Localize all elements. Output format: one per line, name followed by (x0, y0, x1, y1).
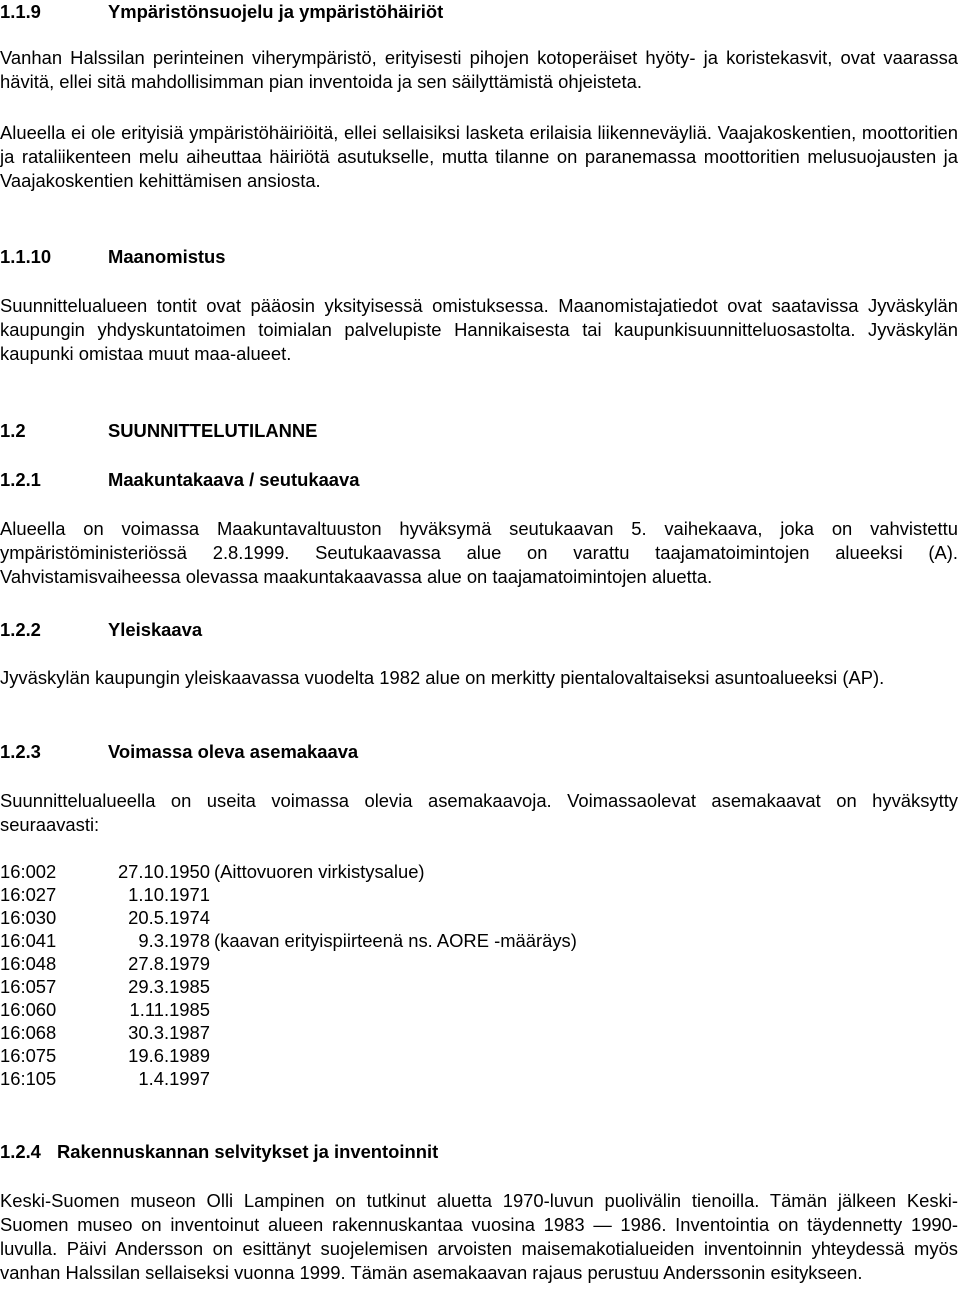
plan-date: 1.4.1997 (138, 1068, 210, 1089)
plan-code: 16:048 (0, 953, 57, 974)
section-title: Maakuntakaava / seutukaava (108, 469, 360, 490)
section-number: 1.1.9 (0, 1, 41, 22)
paragraph-building-inventories: Keski-Suomen museon Olli Lampinen on tutkinut aluetta 1970-luvun puolivälin tienoilla. Tämän jälkeen Keski-Suomen museo on inventoinut alueen rakennuskantaa vuosina 1983 — 1986. Inventointia on täydennetty 1990-luvulla. Päivi Andersson on esittänyt suojelemisen arvoisten maisemakotialueiden inventoinnin yhteydessä myös vanhan Halssilan sellaiseksi vuonna 1999. Tämän asemakaavan rajaus perustuu Anderssonin esitykseen. (0, 1190, 958, 1283)
plan-date: 9.3.1978 (138, 930, 210, 951)
plan-date: 20.5.1974 (128, 907, 210, 928)
section-title: Rakennuskannan selvitykset ja inventoinnit (57, 1141, 439, 1162)
paragraph-green-environment: Vanhan Halssilan perinteinen viherympäristö, erityisesti pihojen kotoperäiset hyöty- ja koristekasvit, ovat vaarassa hävitä, ellei sitä mahdollisimman pian inventoida ja sen säilyttämistä ohjeisteta. (0, 47, 958, 92)
plan-date: 19.6.1989 (128, 1045, 210, 1066)
paragraph-land-ownership: Suunnittelualueen tontit ovat pääosin yksityisessä omistuksessa. Maanomistajatiedot ovat saatavissa Jyväskylän kaupungin yhdyskuntatoimen toimialan palvelupiste Hannikaisesta tai kaupunkisuunnitteluosastolta. Jyväskylän kaupunki omistaa muut maa-alueet. (0, 295, 958, 364)
plan-code: 16:057 (0, 976, 57, 997)
plan-note: (Aittovuoren virkistysalue) (214, 861, 425, 882)
section-number: 1.2 (0, 420, 26, 441)
plan-date: 29.3.1985 (128, 976, 210, 997)
paragraph-regional-plan: Alueella on voimassa Maakuntavaltuuston hyväksymä seutukaavan 5. vaihekaava, joka on vahvistettu ympäristöministeriössä 2.8.1999. Seutukaavassa alue on varattu taajamatoimintojen alueeksi (A). Vahvistamisvaiheessa olevassa maakuntakaavassa alue on taajamatoimintojen aluetta. (0, 518, 958, 587)
section-title: Maanomistus (108, 246, 226, 267)
plan-date: 27.10.1950 (117, 861, 210, 882)
plan-code: 16:041 (0, 930, 57, 951)
plan-code: 16:002 (0, 861, 57, 882)
section-title: SUUNNITTELUTILANNE (108, 420, 318, 441)
section-number: 1.2.2 (0, 619, 41, 640)
plan-code: 16:075 (0, 1045, 57, 1066)
plan-code: 16:027 (0, 884, 57, 905)
section-number: 1.2.4 (0, 1141, 41, 1162)
section-number: 1.1.10 (0, 246, 52, 267)
plan-date: 27.8.1979 (128, 953, 210, 974)
plan-date: 30.3.1987 (128, 1022, 210, 1043)
plan-code: 16:060 (0, 999, 57, 1020)
plan-code: 16:105 (0, 1068, 57, 1089)
plan-code: 16:030 (0, 907, 57, 928)
paragraph-master-plan: Jyväskylän kaupungin yleiskaavassa vuodelta 1982 alue on merkitty pientalovaltaiseksi asuntoalueeksi (AP). (0, 667, 885, 688)
section-number: 1.2.1 (0, 469, 41, 490)
plan-date: 1.10.1971 (128, 884, 210, 905)
section-title: Ympäristönsuojelu ja ympäristöhäiriöt (108, 1, 444, 22)
plan-code: 16:068 (0, 1022, 57, 1043)
plan-note: (kaavan erityispiirteenä ns. AORE -määräys) (214, 930, 577, 951)
section-title: Yleiskaava (108, 619, 203, 640)
paragraph-environmental-disturbances: Alueella ei ole erityisiä ympäristöhäiriöitä, ellei sellaisiksi lasketa erilaisia liikenneväyliä. Vaajakoskentien, moottoritien ja rataliikenteen melu aiheuttaa häiriötä asutukselle, mutta tilanne on paranemassa moottoritien melusuojausten ja Vaajakoskentien kehittämisen ansiosta. (0, 122, 958, 191)
section-title: Voimassa oleva asemakaava (108, 741, 359, 762)
section-number: 1.2.3 (0, 741, 41, 762)
plan-date: 1.11.1985 (129, 999, 210, 1020)
paragraph-detailed-plans: Suunnittelualueella on useita voimassa olevia asemakaavoja. Voimassaolevat asemakaavat on hyväksytty seuraavasti: (0, 790, 958, 835)
